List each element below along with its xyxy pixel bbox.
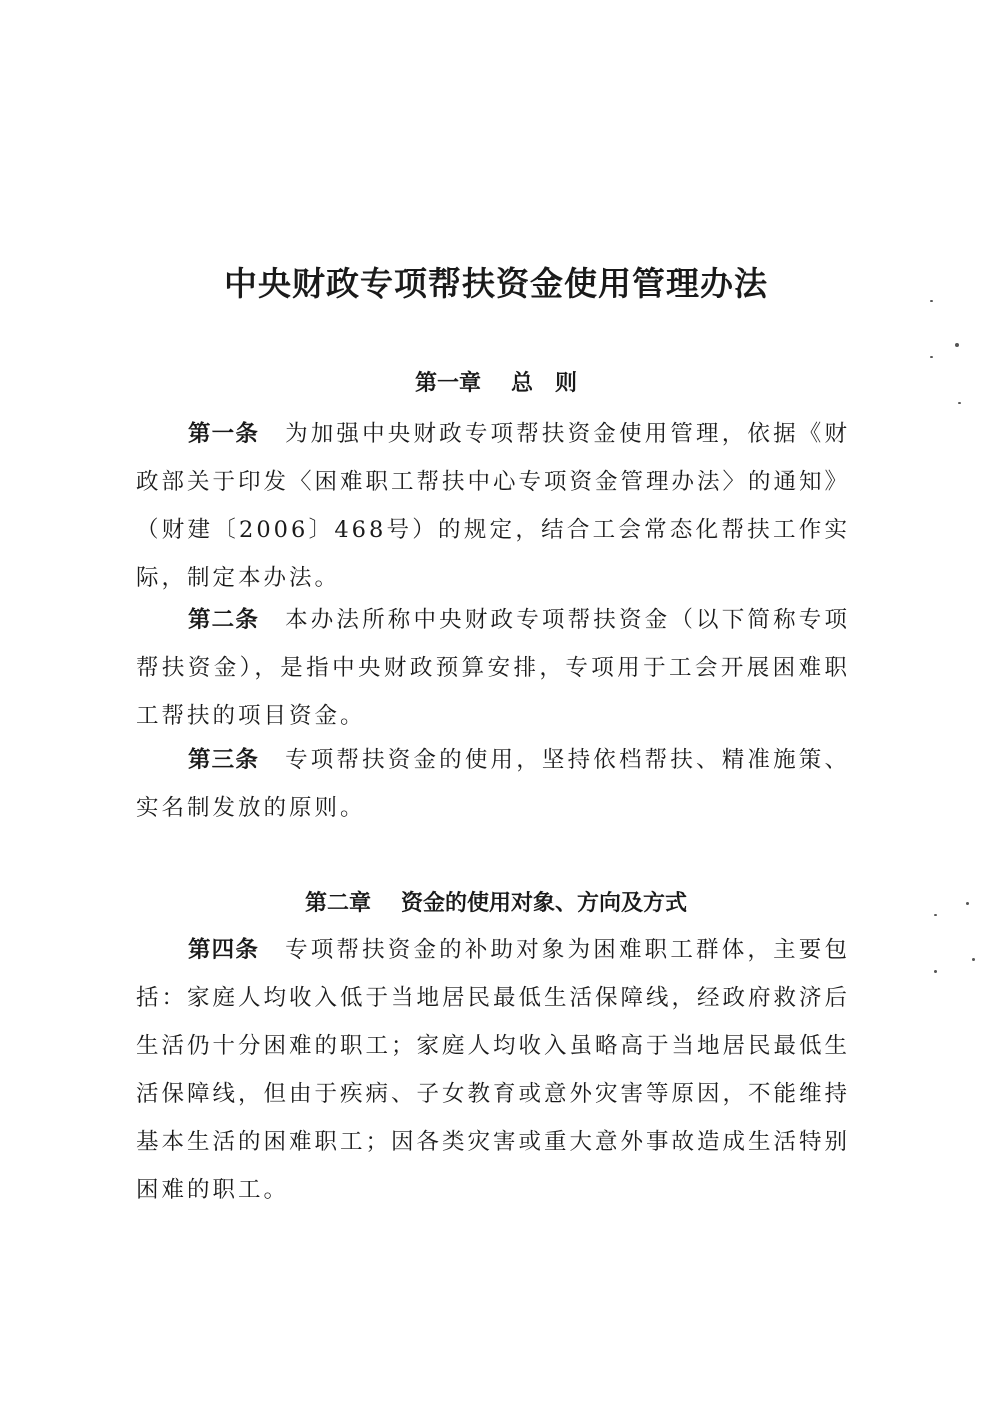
chapter-1-number: 第一章 (414, 371, 481, 396)
scan-speck (966, 902, 969, 905)
scan-speck (930, 300, 933, 302)
article-2-label: 第二条 (188, 607, 260, 633)
scan-speck (955, 343, 959, 347)
scan-speck (930, 356, 933, 358)
scan-speck (958, 402, 961, 404)
chapter-2-number: 第二章 (304, 891, 371, 916)
article-4-label: 第四条 (188, 937, 260, 963)
article-2 (136, 596, 850, 740)
chapter-2-heading (0, 886, 992, 917)
scan-speck (934, 914, 937, 916)
article-1-label: 第一条 (188, 421, 260, 447)
chapter-1-heading (0, 366, 992, 397)
chapter-1-title: 总 则 (511, 371, 578, 396)
article-3-label: 第三条 (188, 747, 260, 773)
chapter-2-title: 资金的使用对象、方向及方式 (401, 891, 688, 916)
document-title: 中央财政专项帮扶资金使用管理办法 (224, 264, 768, 303)
article-1 (136, 410, 850, 602)
article-3-text: 专项帮扶资金的使用，坚持依档帮扶、精准施策、实名制发放的原则。 (136, 747, 850, 821)
article-4 (136, 926, 850, 1214)
article-2-text: 本办法所称中央财政专项帮扶资金（以下简称专项帮扶资金），是指中央财政预算安排，专项用于工会开展困难职工帮扶的项目资金。 (136, 607, 850, 729)
article-4-text: 专项帮扶资金的补助对象为困难职工群体，主要包括：家庭人均收入低于当地居民最低生活保障线，经政府救济后生活仍十分困难的职工；家庭人均收入虽略高于当地居民最低生活保障线，但由于疾病、子女教育或意外灾害等原因，不能维持基本生活的困难职工；因各类灾害或重大意外事故造成生活特别困难的职工。 (136, 937, 851, 1203)
scan-speck (972, 958, 975, 961)
article-1-text: 为加强中央财政专项帮扶资金使用管理，依据《财政部关于印发〈困难职工帮扶中心专项资金管理办法〉的通知》（财建〔2006〕468号）的规定，结合工会常态化帮扶工作实际，制定本办法。 (136, 421, 851, 591)
article-3 (136, 736, 850, 832)
scan-speck (934, 970, 937, 973)
